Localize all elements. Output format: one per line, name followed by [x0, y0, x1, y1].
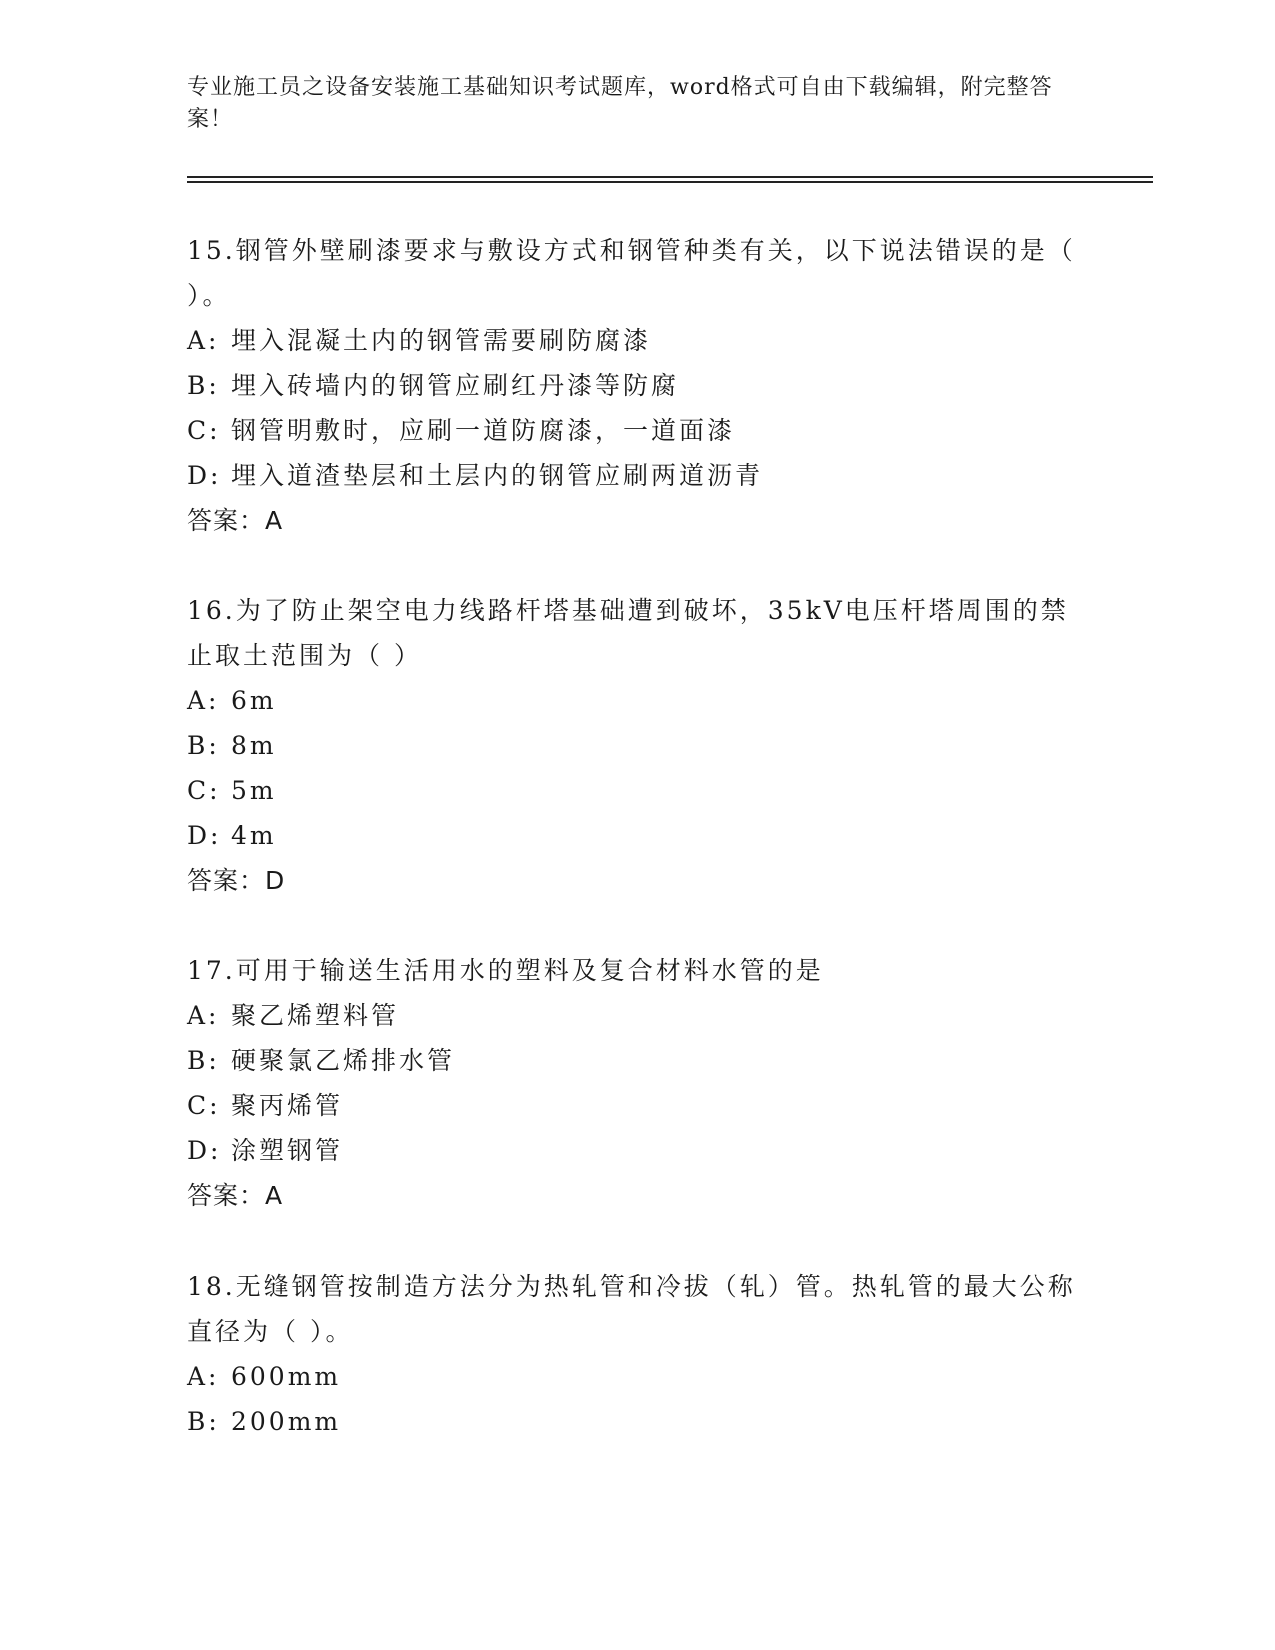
option-c [187, 768, 1087, 813]
option-key: D: [187, 461, 222, 490]
option-key: D: [187, 1136, 222, 1165]
option-key: A: [187, 1362, 220, 1391]
option-text: 埋入砖墙内的钢管应刷红丹漆等防腐 [231, 371, 680, 400]
option-key: B: [187, 1046, 220, 1075]
question-17 [187, 948, 1087, 1218]
answer-line [187, 858, 1087, 903]
answer-value: A [265, 1181, 284, 1210]
question-stem: 16.为了防止架空电力线路杆塔基础遭到破坏，35kV电压杆塔周围的禁止取土范围为（ ） [187, 596, 1069, 670]
option-text: 埋入道渣垫层和土层内的钢管应刷两道沥青 [231, 461, 764, 490]
option-key: A: [187, 686, 220, 715]
question-15 [187, 228, 1087, 543]
answer-label: 答案： [187, 1181, 266, 1210]
option-a [187, 318, 1087, 363]
answer-label: 答案： [187, 506, 266, 535]
option-text: 聚丙烯管 [231, 1091, 344, 1120]
option-text: 6m [231, 686, 277, 715]
answer-line [187, 1173, 1087, 1218]
answer-line [187, 498, 1087, 543]
option-text: 钢管明敷时，应刷一道防腐漆，一道面漆 [231, 416, 736, 445]
answer-value: D [265, 866, 286, 895]
answer-label: 答案： [187, 866, 266, 895]
answer-value: A [265, 506, 284, 535]
option-b [187, 363, 1087, 408]
option-key: B: [187, 371, 220, 400]
option-text: 5m [231, 776, 277, 805]
question-stem: 17.可用于输送生活用水的塑料及复合材料水管的是 [187, 956, 824, 985]
option-b [187, 1399, 1087, 1444]
option-text: 600mm [231, 1362, 342, 1391]
option-a [187, 993, 1087, 1038]
question-stem: 15.钢管外壁刷漆要求与敷设方式和钢管种类有关，以下说法错误的是（ ）。 [187, 236, 1076, 310]
option-text: 聚乙烯塑料管 [231, 1001, 400, 1030]
option-key: C: [187, 776, 221, 805]
option-text: 涂塑钢管 [231, 1136, 344, 1165]
question-18 [187, 1264, 1087, 1444]
option-key: A: [187, 1001, 220, 1030]
option-b [187, 723, 1087, 768]
header-rule-bottom [187, 181, 1153, 183]
option-a [187, 678, 1087, 723]
option-key: A: [187, 326, 220, 355]
option-d [187, 453, 1087, 498]
question-stem: 18.无缝钢管按制造方法分为热轧管和冷拔（轧）管。热轧管的最大公称直径为（ ）。 [187, 1272, 1076, 1346]
option-key: C: [187, 416, 221, 445]
option-key: B: [187, 1407, 220, 1436]
option-text: 8m [231, 731, 277, 760]
option-b [187, 1038, 1087, 1083]
option-key: B: [187, 731, 220, 760]
option-c [187, 1083, 1087, 1128]
header-rule-top [187, 176, 1153, 178]
header-text: 专业施工员之设备安装施工基础知识考试题库，word格式可自由下载编辑，附完整答案！ [187, 75, 1053, 132]
option-text: 4m [231, 821, 277, 850]
option-key: D: [187, 821, 222, 850]
question-16 [187, 588, 1087, 903]
option-text: 硬聚氯乙烯排水管 [231, 1046, 456, 1075]
option-d [187, 1128, 1087, 1173]
option-a [187, 1354, 1087, 1399]
document-header [187, 72, 1067, 136]
option-d [187, 813, 1087, 858]
option-text: 200mm [231, 1407, 342, 1436]
option-key: C: [187, 1091, 221, 1120]
option-c [187, 408, 1087, 453]
option-text: 埋入混凝土内的钢管需要刷防腐漆 [231, 326, 652, 355]
